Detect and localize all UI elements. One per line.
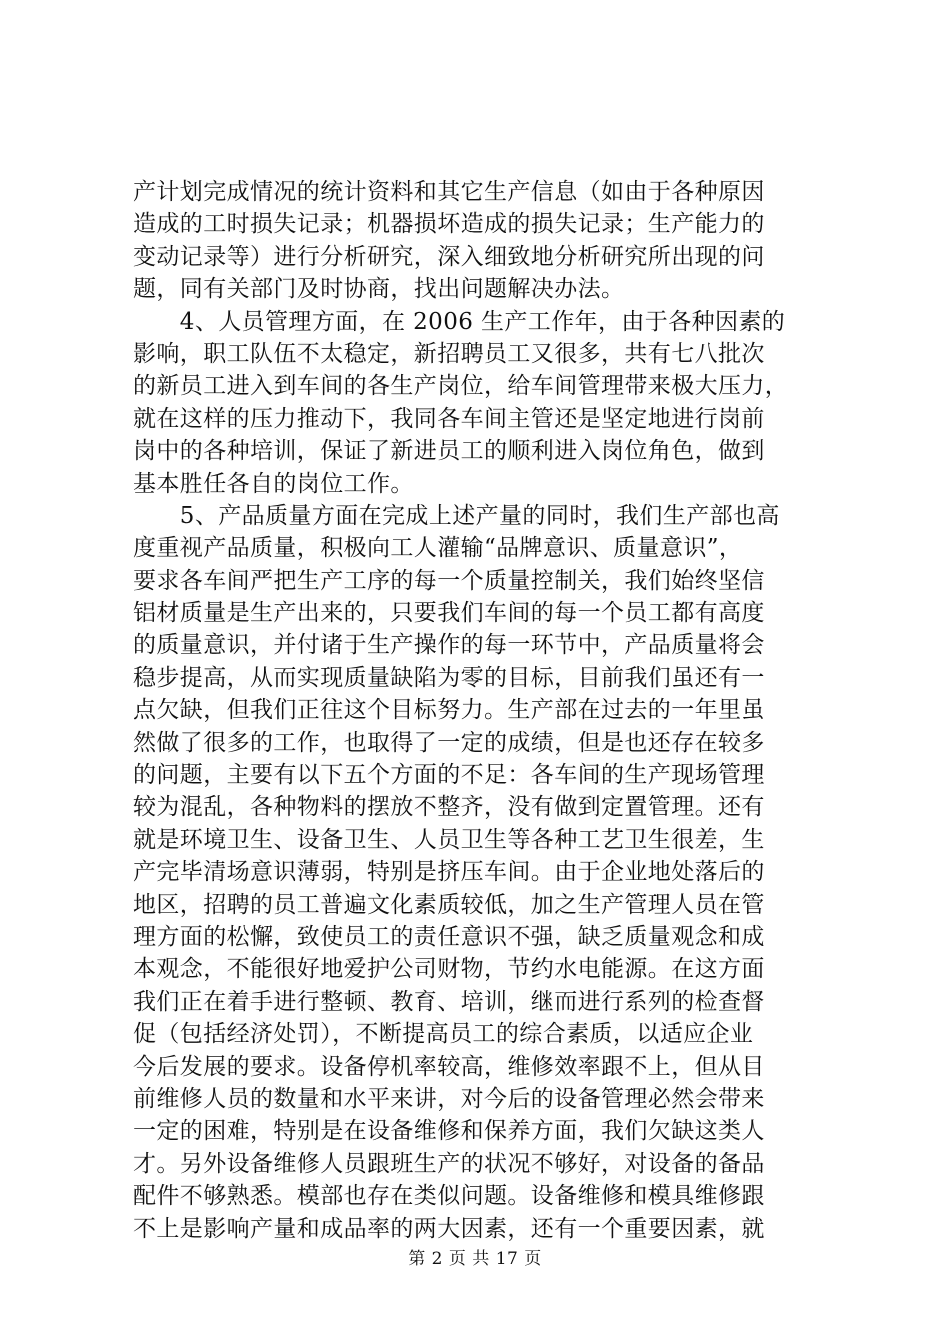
text-line: 的新员工进入到车间的各生产岗位，给车间管理带来极大压力， <box>133 373 789 400</box>
text-line: 不上是影响产量和成品率的两大因素，还有一个重要因素，就 <box>133 1215 765 1242</box>
text-line: 理方面的松懈，致使员工的责任意识不强，缺乏质量观念和成 <box>133 923 765 950</box>
text-line: 然做了很多的工作，也取得了一定的成绩，但是也还存在较多 <box>133 729 765 756</box>
text-line: 配件不够熟悉。模部也存在类似问题。设备维修和模具维修跟 <box>133 1183 765 1210</box>
text-line: 岗中的各种培训，保证了新进员工的顺利进入岗位角色，做到 <box>133 438 765 465</box>
text-line: 变动记录等）进行分析研究，深入细致地分析研究所出现的问 <box>133 243 765 270</box>
text-line: 造成的工时损失记录；机器损坏造成的损失记录；生产能力的 <box>133 211 765 238</box>
text-line: 题，同有关部门及时协商，找出问题解决办法。 <box>133 276 625 303</box>
text-line: 今后发展的要求。设备停机率较高，维修效率跟不上，但从目 <box>133 1053 765 1080</box>
text-line: 就在这样的压力推动下，我同各车间主管还是坚定地进行岗前 <box>133 405 765 432</box>
text-line: 地区，招聘的员工普遍文化素质较低，加之生产管理人员在管 <box>133 891 765 918</box>
text-line: 才。另外设备维修人员跟班生产的状况不够好，对设备的备品 <box>133 1150 765 1177</box>
text-line: 就是环境卫生、设备卫生、人员卫生等各种工艺卫生很差，生 <box>133 826 765 853</box>
text-line: 产完毕清场意识薄弱，特别是挤压车间。由于企业地处落后的 <box>133 859 765 886</box>
text-line: 的质量意识，并付诸于生产操作的每一环节中，产品质量将会 <box>133 632 765 659</box>
text-line: 前维修人员的数量和水平来讲，对今后的设备管理必然会带来 <box>133 1085 765 1112</box>
text-line: 点欠缺，但我们正往这个目标努力。生产部在过去的一年里虽 <box>133 697 765 724</box>
text-line: 产计划完成情况的统计资料和其它生产信息（如由于各种原因 <box>133 179 765 205</box>
text-line: 促（包括经济处罚），不断提高员工的综合素质，以适应企业 <box>133 1021 754 1048</box>
page-footer: 第 2 页 共 17 页 <box>408 1249 542 1269</box>
text-line: 影响，职工队伍不太稳定，新招聘员工又很多，共有七八批次 <box>133 340 765 367</box>
text-line: 较为混乱，各种物料的摆放不整齐，没有做到定置管理。还有 <box>133 794 765 821</box>
body-text <box>133 176 829 1245</box>
text-line: 5、产品质量方面在完成上述产量的同时，我们生产部也高 <box>133 502 780 529</box>
text-line: 要求各车间严把生产工序的每一个质量控制关，我们始终坚信 <box>133 567 765 594</box>
text-line: 我们正在着手进行整顿、教育、培训，继而进行系列的检查督 <box>133 988 765 1015</box>
text-line: 稳步提高，从而实现质量缺陷为零的目标，目前我们虽还有一 <box>133 664 765 691</box>
text-line: 4、人员管理方面，在 2006 生产工作年，由于各种因素的 <box>133 308 786 335</box>
text-line: 一定的困难，特别是在设备维修和保养方面，我们欠缺这类人 <box>133 1118 765 1145</box>
text-line: 度重视产品质量，积极向工人灌输“品牌意识、质量意识”， <box>133 535 743 562</box>
text-line: 的问题，主要有以下五个方面的不足：各车间的生产现场管理 <box>133 762 765 789</box>
text-line: 本观念，不能很好地爱护公司财物，节约水电能源。在这方面 <box>133 956 765 983</box>
text-line: 基本胜任各自的岗位工作。 <box>133 470 414 497</box>
text-line: 铝材质量是生产出来的，只要我们车间的每一个员工都有高度 <box>133 600 765 627</box>
